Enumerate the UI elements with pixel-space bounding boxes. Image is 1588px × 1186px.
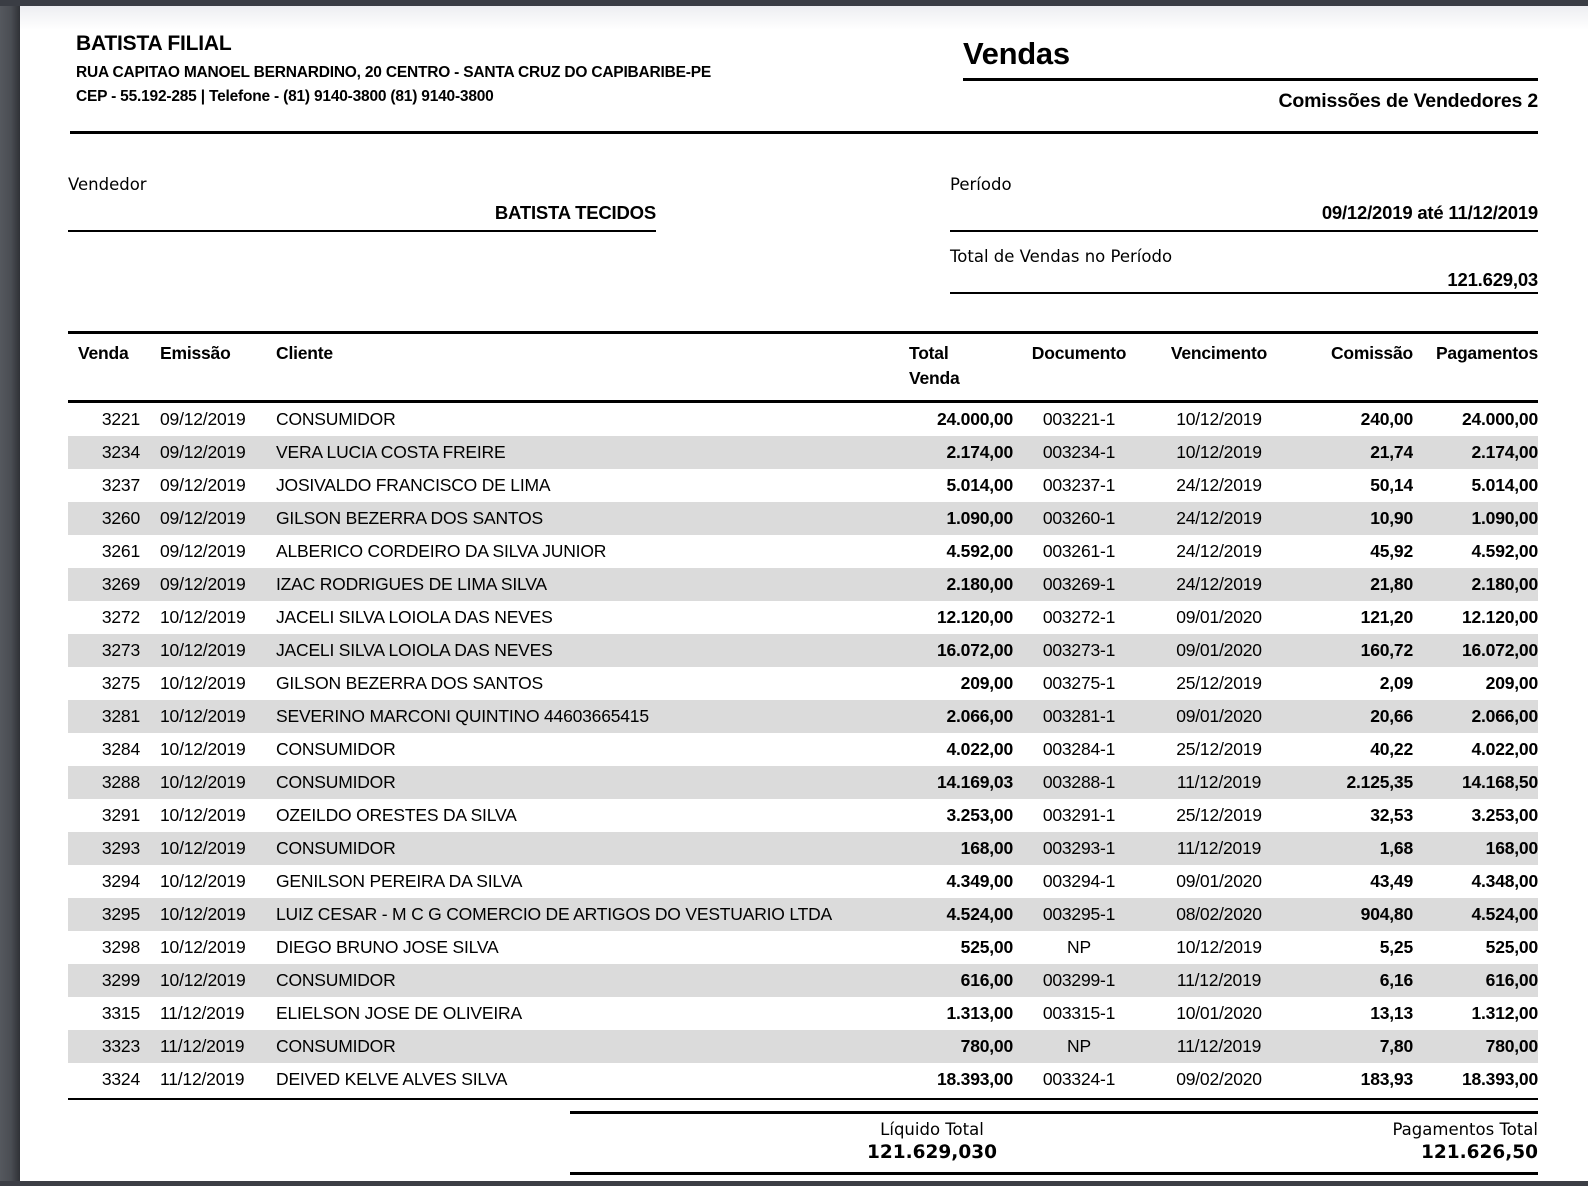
- cell-com: 7,80: [1379, 1036, 1413, 1056]
- cell-emissao: 11/12/2019: [160, 1003, 245, 1023]
- cell-cliente: DIEGO BRUNO JOSE SILVA: [276, 937, 499, 957]
- cell-com: 183,93: [1360, 1069, 1413, 1089]
- cell-cliente: GENILSON PEREIRA DA SILVA: [276, 871, 523, 891]
- vendedor-block: [68, 174, 656, 232]
- viewer-frame-bottom: [0, 1181, 1588, 1186]
- table-row: [68, 700, 1538, 733]
- company-address: [76, 61, 906, 109]
- cell-doc: 003272-1: [1042, 607, 1116, 627]
- cell-pag: 2.174,00: [1471, 442, 1538, 462]
- cell-cliente: OZEILDO ORESTES DA SILVA: [276, 805, 517, 825]
- table-row: [68, 1030, 1538, 1063]
- table-row: [68, 964, 1538, 997]
- cell-emissao: 09/12/2019: [160, 442, 246, 462]
- total-vendas-label: Total de Vendas no Período: [950, 247, 1173, 266]
- table-row: [68, 601, 1538, 634]
- cell-pag: 3.253,00: [1471, 805, 1538, 825]
- cell-doc: 003284-1: [1042, 739, 1116, 759]
- column-header-comissao: Comissão: [1330, 343, 1413, 363]
- cell-pag: 780,00: [1485, 1036, 1538, 1056]
- cell-com: 21,74: [1370, 442, 1413, 462]
- viewer-frame-top: [0, 0, 1588, 6]
- cell-pag: 168,00: [1485, 838, 1538, 858]
- cell-cliente: LUIZ CESAR - M C G COMERCIO DE ARTIGOS DO VESTUARIO LTDA: [276, 904, 833, 924]
- cell-venda: 3288: [101, 772, 140, 792]
- cell-venc: 08/02/2020: [1176, 904, 1262, 924]
- cell-total: 2.174,00: [946, 442, 1013, 462]
- cell-venda: 3281: [101, 706, 140, 726]
- page-top-shade: [20, 6, 1588, 30]
- cell-com: 32,53: [1370, 805, 1413, 825]
- cell-com: 2.125,35: [1346, 772, 1413, 792]
- cell-cliente: CONSUMIDOR: [276, 838, 396, 858]
- company-address-line1: RUA CAPITAO MANOEL BERNARDINO, 20 CENTRO - SANTA CRUZ DO CAPIBARIBE-PE: [76, 64, 712, 81]
- cell-venda: 3260: [101, 508, 140, 528]
- vendedor-value: BATISTA TECIDOS: [494, 202, 656, 223]
- cell-venc: 11/12/2019: [1176, 1036, 1262, 1056]
- table-row: [68, 766, 1538, 799]
- cell-venda: 3324: [101, 1069, 140, 1089]
- cell-com: 45,92: [1370, 541, 1413, 561]
- cell-cliente: CONSUMIDOR: [276, 772, 396, 792]
- cell-total: 16.072,00: [936, 640, 1013, 660]
- cell-venc: 11/12/2019: [1176, 970, 1262, 990]
- total-vendas-block: [950, 246, 1538, 294]
- cell-emissao: 09/12/2019: [160, 475, 246, 495]
- cell-venda: 3291: [101, 805, 140, 825]
- table-header: [68, 331, 1538, 403]
- cell-pag: 525,00: [1485, 937, 1538, 957]
- column-header-emissao: Emissão: [160, 343, 231, 363]
- cell-total: 2.180,00: [946, 574, 1013, 594]
- cell-venc: 11/12/2019: [1176, 838, 1262, 858]
- cell-venc: 09/01/2020: [1176, 607, 1262, 627]
- cell-venda: 3299: [101, 970, 140, 990]
- cell-com: 6,16: [1379, 970, 1413, 990]
- liquido-total-block: [570, 1119, 1294, 1172]
- cell-com: 40,22: [1370, 739, 1413, 759]
- table-row: [68, 469, 1538, 502]
- sales-table: [68, 331, 1538, 1096]
- cell-com: 13,13: [1370, 1003, 1413, 1023]
- cell-emissao: 10/12/2019: [160, 871, 246, 891]
- cell-com: 21,80: [1370, 574, 1413, 594]
- cell-emissao: 11/12/2019: [160, 1036, 245, 1056]
- cell-pag: 24.000,00: [1461, 409, 1538, 429]
- cell-venda: 3298: [101, 937, 140, 957]
- periodo-label: Período: [950, 175, 1012, 194]
- cell-emissao: 10/12/2019: [160, 739, 246, 759]
- cell-emissao: 10/12/2019: [160, 706, 246, 726]
- column-header-vencimento: Vencimento: [1170, 343, 1268, 363]
- cell-venc: 25/12/2019: [1176, 739, 1262, 759]
- cell-pag: 2.180,00: [1471, 574, 1538, 594]
- cell-com: 50,14: [1370, 475, 1413, 495]
- pagamentos-total-block: [1294, 1119, 1538, 1172]
- cell-venc: 10/12/2019: [1176, 409, 1262, 429]
- cell-pag: 4.348,00: [1471, 871, 1538, 891]
- cell-total: 18.393,00: [936, 1069, 1013, 1089]
- cell-venc: 25/12/2019: [1176, 805, 1262, 825]
- cell-emissao: 09/12/2019: [160, 409, 246, 429]
- cell-cliente: CONSUMIDOR: [276, 970, 396, 990]
- cell-total: 168,00: [960, 838, 1013, 858]
- cell-total: 525,00: [960, 937, 1013, 957]
- cell-total: 4.022,00: [946, 739, 1013, 759]
- column-header-venda: Venda: [78, 343, 129, 363]
- cell-doc: 003261-1: [1042, 541, 1116, 561]
- table-row: [68, 997, 1538, 1030]
- cell-cliente: CONSUMIDOR: [276, 1036, 396, 1056]
- cell-pag: 14.168,50: [1461, 772, 1538, 792]
- header-divider-rule: [70, 131, 1538, 134]
- cell-pag: 4.524,00: [1471, 904, 1538, 924]
- column-header-pagamentos: Pagamentos: [1435, 343, 1538, 363]
- table-row: [68, 931, 1538, 964]
- cell-cliente: JACELI SILVA LOIOLA DAS NEVES: [276, 607, 553, 627]
- cell-total: 14.169,03: [936, 772, 1013, 792]
- cell-com: 904,80: [1360, 904, 1413, 924]
- cell-cliente: GILSON BEZERRA DOS SANTOS: [276, 508, 543, 528]
- cell-total: 12.120,00: [936, 607, 1013, 627]
- cell-emissao: 11/12/2019: [160, 1069, 245, 1089]
- cell-doc: 003269-1: [1042, 574, 1116, 594]
- cell-emissao: 10/12/2019: [160, 640, 246, 660]
- cell-doc: 003234-1: [1042, 442, 1116, 462]
- cell-venda: 3295: [101, 904, 140, 924]
- cell-doc: 003260-1: [1042, 508, 1116, 528]
- cell-total: 4.524,00: [946, 904, 1013, 924]
- cell-doc: 003299-1: [1042, 970, 1116, 990]
- cell-venda: 3269: [101, 574, 140, 594]
- cell-cliente: SEVERINO MARCONI QUINTINO 44603665415: [276, 706, 649, 726]
- totals-footer: [570, 1111, 1538, 1175]
- periodo-value: 09/12/2019 até 11/12/2019: [1321, 202, 1538, 223]
- cell-venc: 10/12/2019: [1176, 937, 1262, 957]
- cell-doc: 003237-1: [1042, 475, 1116, 495]
- cell-venda: 3221: [101, 409, 140, 429]
- column-header-cliente: Cliente: [276, 343, 333, 363]
- cell-doc: 003281-1: [1042, 706, 1116, 726]
- cell-total: 780,00: [960, 1036, 1013, 1056]
- cell-doc: NP: [1067, 937, 1091, 957]
- cell-total: 4.592,00: [946, 541, 1013, 561]
- cell-pag: 209,00: [1485, 673, 1538, 693]
- cell-total: 616,00: [960, 970, 1013, 990]
- table-row: [68, 502, 1538, 535]
- cell-venc: 24/12/2019: [1176, 508, 1262, 528]
- cell-com: 160,72: [1360, 640, 1413, 660]
- cell-pag: 1.312,00: [1471, 1003, 1538, 1023]
- cell-venda: 3272: [101, 607, 140, 627]
- cell-com: 20,66: [1370, 706, 1413, 726]
- cell-com: 1,68: [1379, 838, 1413, 858]
- cell-com: 43,49: [1370, 871, 1413, 891]
- cell-pag: 1.090,00: [1471, 508, 1538, 528]
- cell-doc: 003273-1: [1042, 640, 1116, 660]
- cell-com: 240,00: [1360, 409, 1413, 429]
- cell-pag: 4.022,00: [1471, 739, 1538, 759]
- cell-com: 2,09: [1379, 673, 1413, 693]
- cell-pag: 12.120,00: [1461, 607, 1538, 627]
- company-name: BATISTA FILIAL: [76, 32, 232, 55]
- cell-emissao: 09/12/2019: [160, 508, 246, 528]
- cell-venda: 3273: [101, 640, 140, 660]
- vendedor-label: Vendedor: [68, 175, 147, 194]
- cell-emissao: 09/12/2019: [160, 541, 246, 561]
- liquido-total-value: 121.629,030: [867, 1142, 997, 1163]
- cell-pag: 18.393,00: [1461, 1069, 1538, 1089]
- cell-pag: 5.014,00: [1471, 475, 1538, 495]
- cell-pag: 2.066,00: [1471, 706, 1538, 726]
- cell-pag: 616,00: [1485, 970, 1538, 990]
- cell-emissao: 10/12/2019: [160, 904, 246, 924]
- cell-total: 3.253,00: [946, 805, 1013, 825]
- cell-doc: 003324-1: [1042, 1069, 1116, 1089]
- viewer-frame-left: [0, 0, 20, 1186]
- cell-venc: 09/01/2020: [1176, 640, 1262, 660]
- cell-emissao: 10/12/2019: [160, 838, 246, 858]
- column-header-documento: Documento: [1031, 343, 1127, 363]
- cell-pag: 4.592,00: [1471, 541, 1538, 561]
- table-bottom-rule: [68, 1098, 1538, 1100]
- cell-emissao: 10/12/2019: [160, 772, 246, 792]
- cell-total: 24.000,00: [936, 409, 1013, 429]
- cell-pag: 16.072,00: [1461, 640, 1538, 660]
- cell-doc: 003293-1: [1042, 838, 1116, 858]
- cell-venc: 09/01/2020: [1176, 871, 1262, 891]
- cell-venc: 10/01/2020: [1176, 1003, 1262, 1023]
- cell-cliente: JACELI SILVA LOIOLA DAS NEVES: [276, 640, 553, 660]
- cell-emissao: 10/12/2019: [160, 937, 246, 957]
- cell-cliente: CONSUMIDOR: [276, 739, 396, 759]
- column-header-total-venda: Total Venda: [909, 343, 960, 388]
- cell-emissao: 10/12/2019: [160, 607, 246, 627]
- cell-emissao: 09/12/2019: [160, 574, 246, 594]
- cell-emissao: 10/12/2019: [160, 805, 246, 825]
- cell-venda: 3237: [101, 475, 140, 495]
- periodo-block: [950, 174, 1538, 232]
- cell-venda: 3275: [101, 673, 140, 693]
- cell-total: 5.014,00: [946, 475, 1013, 495]
- table-row: [68, 403, 1538, 436]
- table-row: [68, 865, 1538, 898]
- cell-emissao: 10/12/2019: [160, 673, 246, 693]
- pagamentos-total-label: Pagamentos Total: [1392, 1120, 1538, 1139]
- cell-venc: 24/12/2019: [1176, 541, 1262, 561]
- cell-venda: 3315: [101, 1003, 140, 1023]
- cell-cliente: JOSIVALDO FRANCISCO DE LIMA: [276, 475, 551, 495]
- report-subtitle: Comissões de Vendedores 2: [1278, 90, 1538, 112]
- cell-cliente: IZAC RODRIGUES DE LIMA SILVA: [276, 574, 547, 594]
- cell-doc: 003288-1: [1042, 772, 1116, 792]
- cell-venda: 3323: [101, 1036, 140, 1056]
- company-address-line2: CEP - 55.192-285 | Telefone - (81) 9140-3800 (81) 9140-3800: [76, 88, 494, 105]
- cell-venc: 09/01/2020: [1176, 706, 1262, 726]
- cell-cliente: ALBERICO CORDEIRO DA SILVA JUNIOR: [276, 541, 607, 561]
- cell-venda: 3284: [101, 739, 140, 759]
- cell-cliente: CONSUMIDOR: [276, 409, 396, 429]
- table-row: [68, 667, 1538, 700]
- cell-com: 5,25: [1379, 937, 1413, 957]
- cell-venda: 3261: [101, 541, 140, 561]
- cell-venc: 10/12/2019: [1176, 442, 1262, 462]
- table-row: [68, 832, 1538, 865]
- table-row: [68, 898, 1538, 931]
- table-row: [68, 799, 1538, 832]
- table-row: [68, 436, 1538, 469]
- cell-doc: 003315-1: [1042, 1003, 1116, 1023]
- cell-venc: 11/12/2019: [1176, 772, 1262, 792]
- cell-venc: 24/12/2019: [1176, 574, 1262, 594]
- cell-doc: 003291-1: [1042, 805, 1116, 825]
- cell-doc: 003275-1: [1042, 673, 1116, 693]
- cell-venda: 3234: [101, 442, 140, 462]
- total-vendas-value: 121.629,03: [1447, 269, 1538, 290]
- table-row: [68, 568, 1538, 601]
- pagamentos-total-value: 121.626,50: [1420, 1142, 1538, 1163]
- cell-venc: 24/12/2019: [1176, 475, 1262, 495]
- cell-com: 10,90: [1370, 508, 1413, 528]
- cell-com: 121,20: [1360, 607, 1413, 627]
- table-row: [68, 1063, 1538, 1096]
- cell-total: 4.349,00: [946, 871, 1013, 891]
- report-title: Vendas: [963, 36, 1538, 81]
- table-body: [68, 403, 1538, 1096]
- table-row: [68, 535, 1538, 568]
- table-row: [68, 634, 1538, 667]
- report-title-block: [963, 36, 1538, 113]
- cell-emissao: 10/12/2019: [160, 970, 246, 990]
- cell-total: 209,00: [960, 673, 1013, 693]
- cell-doc: 003294-1: [1042, 871, 1116, 891]
- cell-total: 2.066,00: [946, 706, 1013, 726]
- liquido-total-label: Líquido Total: [880, 1120, 984, 1139]
- cell-cliente: ELIELSON JOSE DE OLIVEIRA: [276, 1003, 522, 1023]
- cell-doc: 003295-1: [1042, 904, 1116, 924]
- cell-doc: 003221-1: [1042, 409, 1116, 429]
- cell-cliente: VERA LUCIA COSTA FREIRE: [276, 442, 506, 462]
- cell-cliente: DEIVED KELVE ALVES SILVA: [276, 1069, 508, 1089]
- cell-total: 1.090,00: [946, 508, 1013, 528]
- table-row: [68, 733, 1538, 766]
- cell-venda: 3294: [101, 871, 140, 891]
- cell-venda: 3293: [101, 838, 140, 858]
- cell-doc: NP: [1067, 1036, 1091, 1056]
- cell-venc: 25/12/2019: [1176, 673, 1262, 693]
- cell-cliente: GILSON BEZERRA DOS SANTOS: [276, 673, 543, 693]
- cell-total: 1.313,00: [946, 1003, 1013, 1023]
- company-header: [76, 31, 906, 109]
- cell-venc: 09/02/2020: [1176, 1069, 1262, 1089]
